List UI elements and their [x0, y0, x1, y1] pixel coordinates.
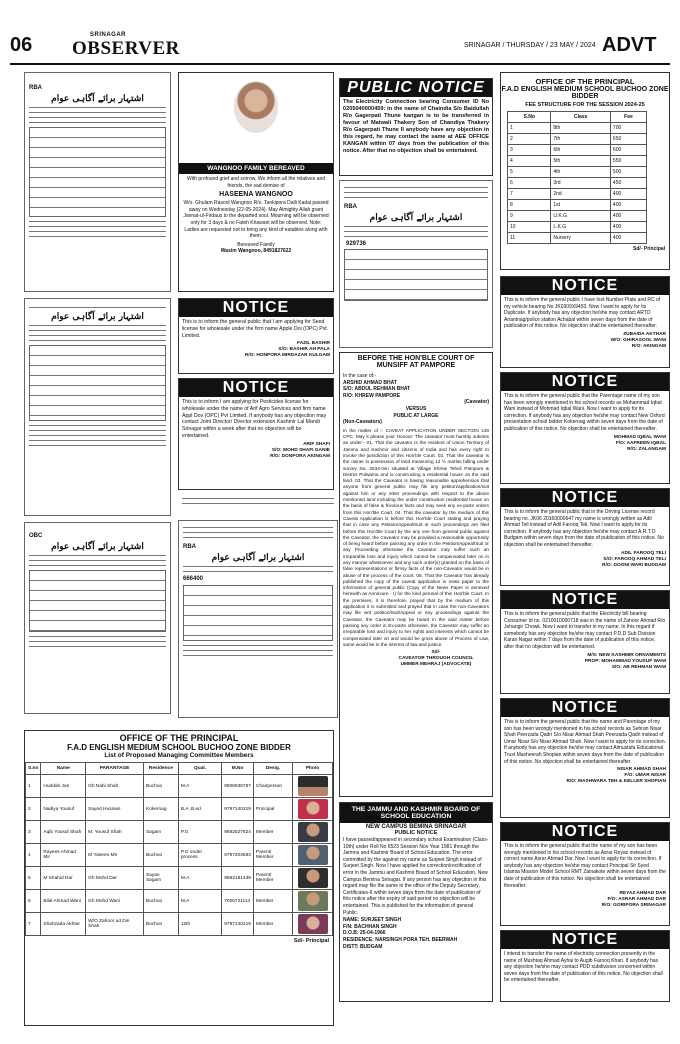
- urdu-table: [29, 127, 166, 217]
- sign-line: REYAZ AHMAD DAR: [619, 891, 666, 897]
- sign-line: Sd/-: [431, 650, 441, 656]
- page-number: 06: [10, 34, 33, 56]
- sign-line: R/O: DONPORA AKINGAM: [270, 453, 330, 459]
- masthead-rule: [10, 63, 670, 65]
- notice-body: This is to inform the general public that the Parentage name of my son has been wrongly mentioned in his school records as Mohammad Iqbal Wani instead of Mohmad Iqbal Wani. Now I want to apply for its correction. If anybody has any objection he/she may contact New Oxford presentation school bidder Kokernag within seven days from the date of publication of this notice. No objection shall be entertained thereafter.: [504, 393, 665, 432]
- case-line: R/O: KHREW PAMPORE: [343, 392, 401, 399]
- notice-heading: NOTICE: [501, 489, 669, 507]
- ad-number: 666400: [183, 576, 204, 582]
- office-heading: OFFICE OF THE PRINCIPAL: [535, 77, 635, 86]
- public-notice: [339, 78, 493, 176]
- fee-table: S.No Class Fee 1 8th 700 2 7th 650 3 6th 600 4 5th 550 5 4th 500 6 3rd 450 7 2nd 400 8 1st 400 9 U.K.G 400 10 L.K.G 400 11 Nursery 400: [507, 111, 647, 244]
- case-line: (Caveator): [464, 399, 489, 406]
- table-row: 6 3rd 450: [508, 178, 647, 189]
- right-notice-6: [500, 822, 670, 926]
- member-photo: [298, 822, 328, 842]
- member-photo: [298, 914, 328, 934]
- jkbose-field: NAME: SURJEET SINGH: [343, 917, 402, 924]
- notice-heading: NOTICE: [501, 823, 669, 841]
- notice-seed: [178, 298, 334, 374]
- bereaved-heading: WANGNOO FAMILY BEREAVED: [179, 163, 333, 174]
- jkbose-field: RESIDENCE: NARSINGH PORA TEH. BEERWAH: [343, 936, 458, 943]
- bereaved-contact: Wasim Wangnoo, 8491827622: [220, 248, 292, 255]
- table-row: 8 1st 400: [508, 200, 647, 211]
- sign-line: F/O: ASRAR AHMAD DAR: [607, 897, 666, 903]
- sign-line: R/O: AKINGAM: [631, 343, 666, 349]
- urdu-table: [29, 570, 166, 632]
- urdu-table: [29, 345, 166, 421]
- sign-line: R/O: MASHWARA TEH & KELLER SHOPIAN: [566, 779, 666, 785]
- urdu-ad-title: اشتہار برائے آگاہی عوام: [211, 553, 305, 563]
- school-heading: F.A.D ENGLISH MEDIUM SCHOOL BUCHOO ZONE BIDDER: [501, 86, 669, 100]
- notice-body: This is to inform the general public I have lost Number Plate and RC of my vehicle bearing No JK0309X9453. Now I want to apply for its Duplicate. If anybody has any objection he/she may contact ARTO Anantnag/police station Achabal within seven days from the date of publication of this notice. No objection shall be entertained thereafter.: [504, 297, 661, 330]
- sign-line: S/O: AB REHMAN WANI: [611, 664, 666, 670]
- fee-sign: Sd/- Principal: [633, 246, 665, 252]
- table-row: 11 Nursery 400: [508, 233, 647, 244]
- right-notice-7: [500, 930, 670, 1002]
- table-row: 6 Bilal Ahmad Wani Gh Mohd Wani Buchoo M.A 7006721114 Member: [26, 890, 333, 913]
- notice-heading: NOTICE: [501, 931, 669, 949]
- urdu-ad-title: اشتہار برائے آگاہی عوام: [369, 213, 463, 223]
- sign-line: W/O: GHIRASOOL WANI: [610, 337, 666, 343]
- bereaved-ad: [178, 72, 334, 292]
- notice-heading: NOTICE: [501, 373, 669, 391]
- notice-pesticide: [178, 378, 334, 490]
- logo-city: SRINAGAR: [90, 32, 127, 38]
- sign-line: PROP: MOHAMMAD YOUSUF WANI: [584, 658, 666, 664]
- bereaved-sign: Bereaved Family: [237, 241, 275, 248]
- urdu-ad-4: [178, 520, 338, 718]
- sign-line: S/O: MOHD SHAFI GANIE: [271, 447, 330, 453]
- notice-body: This is to inform the general public that in the Driving License record bearing no. JK06 20160000647 my name is wrongly written as Adil Ahmad Teli instead of Adil Farooq Teli. Now I want to apply for its correction. If anybody has any objection he/she may contact A.R.T.O Budgam within seven days from the date of publication of this notice. No objection shall be entertained thereafter.: [504, 509, 664, 548]
- ad-code: RBA: [183, 544, 196, 550]
- sign-line: M/S: NEW KASHMIR ORNAMENTS: [587, 652, 666, 658]
- sign-line: MOHMAD IQBAL WANI: [613, 434, 666, 440]
- notice-heading: NOTICE: [179, 299, 333, 317]
- ad-code: RBA: [344, 204, 357, 210]
- case-line: VERSUS: [405, 405, 427, 412]
- court-notice: [339, 352, 493, 797]
- sign-line: UMMER MEHRAJ (ADVOCATE): [400, 662, 472, 668]
- notice-body: This is to inform the general public that I am applying for Seed license for wholesale under the firm name Apple Doi (OPC) Pvt. Limited.: [182, 319, 329, 339]
- table-row: 9 U.K.G 400: [508, 211, 647, 222]
- right-notice-4: [500, 590, 670, 694]
- urdu-ad-3: [24, 522, 171, 714]
- member-photo: [298, 845, 328, 865]
- urdu-table: [344, 249, 488, 301]
- office-heading: OFFICE OF THE PRINCIPAL: [119, 733, 239, 743]
- notice-heading: NOTICE: [501, 277, 669, 295]
- table-row: 3 6th 600: [508, 145, 647, 156]
- jkbose-body: I have passed/appeared in secondary school Examination (Class-10th) under Roll No 6523 Session Nov Year 1981 through the Jammu and Kashmir Board of School Education. The error committed by the against my name as Surjeet Singh instead of Surjeet Singh. Now I have applied for correction/rectification of error in the Jammu and Kashmir Board of School Education, New Campus Bemina Srinagar. If any person has any objection in this regard may file the same in the office of the Deputy Secretary, Certificates-II within seven days from the date of publication of this notice after the expiry of said period no objection will be entertained. This is published for the information of general Public.: [343, 837, 489, 916]
- table-row: 5 4th 500: [508, 167, 647, 178]
- notice-body: This is to inform the general public that the name and Parentage of my son has been wrongly mentioned in his school records as Sehran Nisar Shah Peerzada Qadri S/o Nisar Ahmad Shah Peerzada Qadri instead of Umar Nisar S/o Nisar Ahmad Shah. Now I want to apply for its correction. If anybody has any objection he/she may contact Almustafa Educational Trust Masheerah Shopian within seven days from the date of publication of this notice. No objection shall be entertained thereafter.: [504, 719, 667, 765]
- notice-body: This is to inform I am applying for Pesticides license for wholesale under the name of Arif Agro Services and firm name Appl Dov (OPC) Pvt Limited. If anybody has any objection may contact Joint Director/ Director extension Kashmir Lal Mandi Srinagar within a week after that no objection will be entertained.: [182, 399, 327, 439]
- sign-line: R/O: GORIPORA SRINAGAR: [601, 903, 666, 909]
- right-notice-2: [500, 372, 670, 484]
- principal-fee-ad: [500, 72, 670, 270]
- sign-line: S/O: FAROOQ AHMAD TELI: [603, 556, 666, 562]
- case-line: S/O: ABDUL REHMAN BHAT: [343, 386, 411, 393]
- table-row: 2 7th 650: [508, 134, 647, 145]
- right-notice-5: [500, 698, 670, 818]
- court-body: In the matter of :- CAVEAT APPLICATION UNDER SECTION 148 CPC. May it please your Honour: The caveator most humbly submits as under:- 01. That the caveator is the resident of Union Territory of Jammu and Kashmir and citizens of India and has every right to invoke the jurisdiction of this Hon'ble Court. 02. That the caveator is the owner in possession of land measuring 12 ½ marlas falling under survey No. 2534-min situated at Village Khrew Tehsil Pampore & District Pulwama and is constructing a residential house on the said land. 03. That the Caveator is having reasonable apprehension that anyone from general public may file any petition/application/suit against him or any other proceedings with respect to the above mentioned land including the under construction residential house on the basis of false & frivolous facts and may seek any ex-parte orders from this Hon'ble Court. 04. That the caveator by the medium of this Caveat Application is before this Hon'ble Court stating and praying that in case any Petition/Appeal/Suit or such proceedings are filed before this Hon'ble Court by the any one from general public against the Caveator, the Caveator may be provided a reasonable opportunity of being heard before passing any order in the Petition/Appeal/Suit or any Proceeding otherwise the Caveator may suffer such an irreparable loss and injury which cannot be compensated later on in any manner whatsoever and any such order(s) granted on the basis of false representations or flimsy facts of the non-Caveator would be in abuse of the process of the court. 05. That the Caveator has already published the copy of the caveat application in news paper to the information of general public (Copy of the News Paper is annexed herewith as Annexure - I) for the kind perusal of this Hon'ble Court. In the premises, it is therefore, prayed that by the medium of this application it is submitted and prayed that in case the non-Caveators may file writ petition/Suit/Appeal or any proceedings against the Caveator, the Caveator may be heard in the said matter before passing any order in Ex-parte otherwise, the Caveator may suffer an irreparable loss and injury to her rights and interests which cannot be compensated later on and would be gross abuse of Process of Law, same would be in the interest of law and justice.: [343, 427, 489, 647]
- table-row: 1 8th 700: [508, 123, 647, 134]
- bereaved-name: HASEENA WANGNOO: [219, 191, 293, 199]
- jkbose-field: DISTT: BUDGAM: [343, 943, 383, 950]
- sign-line: FAZIL BASHIR: [297, 341, 330, 347]
- logo-paper-name: OBSERVER: [72, 38, 180, 59]
- notice-heading: NOTICE: [179, 379, 333, 397]
- notice-body: The Electricity Connection bearing Consumer ID No 0205040000459: in the name of Chaindia S/o Baidullah R/o Gagerpati Thune kangan is to be transferred in favour of Matwali Thakery Son of Chandiya Thakery R/o Gagerpati Thune II anybody have any objection in this regard, he may contact the same at AEE OFFICE KANGAN within 07 days from the publication of this notice. After that no objection shall be entertained.: [343, 99, 489, 154]
- sign-line: CAVEATOR THROUGH COUNCIL: [398, 656, 474, 662]
- members-table: S.no Name PARANTAGE Residence Qual. M.No Desig. Photo 1 Huddah Jan Gh Nabi Shah Buchoo M.A 9906936787 Chairperson 2 Nadiya Yousuf Sayed Hussain Kokernag B.A ,B.ed 9797140219 Principal 3 Aqib Yousuf Shah M. Yousuf Shah Sagam P.G 9682527624 Member 4 Rayees Ahmad Mir M Yaseen Mir Buchoo P.G under process 9797203683 Parent/ Member 5 M Shahid Dar Gh Mohd Dar Sayan Sagam M.A 9682181438 Parent/ Member 6 Bilal Ahmad Wani Gh Mohd Wani Buchoo M.A 7006721114 Member 7 Shahzada Akhtar W/O Zahoor ud Din Shah Buchoo 12th 9797140219 Member: [25, 762, 333, 936]
- sign-line: ADIL FAROOQ TELI: [621, 550, 666, 556]
- right-notice-3: [500, 488, 670, 586]
- bereaved-body: W/o. Ghulam Rasool Wangnoo R/o. Tankipora Dalli Kadal passed away on Wednesday (22-05-2024). May Almighty Allah grant Jannat-ul-Firdaus to the departed soul. Mourning will be observed only for 3 days & no Fateh Khawani will be observed. Note: Ladies are requested not to bring any kind of eatables along with them.: [183, 200, 329, 240]
- bereaved-lead: With profound grief and sorrow, We inform all the relatives and friends, the sad demise of: [186, 176, 326, 189]
- urdu-ad-mid: [339, 180, 493, 348]
- urdu-ad-title: اشتہار برائے آگاہی عوام: [51, 542, 144, 552]
- notice-heading: NOTICE: [501, 699, 669, 717]
- table-row: 5 M Shahid Dar Gh Mohd Dar Sayan Sagam M.A 9682181438 Parent/ Member: [26, 867, 333, 890]
- members-subheading: List of Proposed Managing Committee Members: [104, 752, 254, 759]
- section-label: ADVT: [602, 34, 657, 56]
- notice-body: This is to inform the general public that the Electricity bill bearing Consumer Id no. 0210010000718 was in the name of Zahoor Ahmad R/o Jehangir Chowk. Now I want to transfer in my name. In this regard if somebody has any objection he/she may contact P.D.D Sub Division Karan Nagar within 7 days from the date of publication of this notice, after that no objection will be entertained.: [504, 611, 666, 650]
- member-photo: [298, 868, 328, 888]
- case-line: (Non-Caveators): [343, 419, 382, 426]
- dateline: SRINAGAR / THURSDAY / 23 MAY / 2024: [464, 42, 596, 49]
- principal-members-ad: [24, 730, 334, 1026]
- jkbose-field: F/N: BACHHAN SINGH: [343, 923, 397, 930]
- fee-subheading: FEE STRUCTURE FOR THE SESSION 2024-25: [525, 102, 645, 108]
- urdu-text-lines: [29, 107, 166, 123]
- member-photo: [298, 799, 328, 819]
- jkbose-heading: THE JAMMU AND KASHMIR BOARD OF SCHOOL EDUCATION: [340, 803, 492, 823]
- ad-code: OBC: [29, 533, 43, 539]
- ad-code: RBA: [29, 85, 42, 91]
- school-heading: F.A.D ENGLISH MEDIUM SCHOOL BUCHOO ZONE BIDDER: [67, 743, 291, 752]
- table-row: 7 2nd 400: [508, 189, 647, 200]
- jkbose-campus: NEW CAMPUS BEMINA SRINAGAR: [365, 824, 467, 830]
- court-heading: BEFORE THE HON'BLE COURT OF MUNSIFF AT PAMPORE: [357, 355, 475, 369]
- sign-line: S/O: BASHIR AH PALA: [278, 347, 330, 353]
- sign-line: R/O: ZALANGAM: [627, 446, 666, 452]
- sign-line: ARIF SHAFI: [303, 441, 330, 447]
- urdu-strip: [178, 494, 338, 516]
- sign-line: ZUBAIDA AKTHAR: [623, 331, 666, 337]
- table-row: 7 Shahzada Akhtar W/O Zahoor ud Din Shah Buchoo 12th 9797140219 Member: [26, 913, 333, 936]
- jkbose-field: D.O.B: 25-04-1966: [343, 930, 386, 937]
- table-row: 4 5th 550: [508, 156, 647, 167]
- sign-line: NISAR AHMAD SHAH: [617, 767, 666, 773]
- case-line: In the case of:-: [343, 373, 377, 379]
- sign-line: F/O: UMAR NISAR: [624, 773, 666, 779]
- notice-heading: PUBLIC NOTICE: [340, 79, 492, 97]
- table-row: 3 Aqib Yousuf Shah M. Yousuf Shah Sagam P.G 9682527624 Member: [26, 821, 333, 844]
- urdu-ad-title: اشتہار برائے آگاہی عوام: [51, 312, 144, 322]
- urdu-table: [183, 585, 333, 641]
- urdu-ad-2: [24, 298, 171, 516]
- masthead: [10, 34, 672, 60]
- ad-amount: 929736: [346, 241, 367, 247]
- table-row: 10 L.K.G 400: [508, 222, 647, 233]
- jkbose-notice: [339, 802, 493, 1002]
- table-row: 1 Huddah Jan Gh Nabi Shah Buchoo M.A 9906936787 Chairperson: [26, 775, 333, 798]
- portrait-photo: [234, 81, 278, 133]
- member-photo: [298, 776, 328, 796]
- case-line: ARSHID AHMAD BHAT: [343, 379, 397, 386]
- member-photo: [298, 891, 328, 911]
- urdu-ad-1: [24, 72, 171, 292]
- notice-body: I intend to transfer the name of electricity connection presently in the name of Mushtaq Ahmad Ayhai to Augib Farooq Khan. If anybody has any objection he/she may contact PDD subdivision concerned within seven days from the date of publication of this notice. No objection shall be entertained thereafter.: [504, 951, 663, 984]
- jkbose-subheading: PUBLIC NOTICE: [394, 830, 438, 836]
- notice-heading: NOTICE: [501, 591, 669, 609]
- sign-line: R/O: HONPORA MIRDAZAR KULGAM: [244, 353, 330, 359]
- case-line: PUBLIC AT LARGE: [393, 412, 439, 419]
- table-row: 4 Rayees Ahmad Mir M Yaseen Mir Buchoo P.G under process 9797203683 Parent/ Member: [26, 844, 333, 867]
- sign-line: R/O: DOONI WARI BUDGAM: [602, 562, 666, 568]
- right-notice-1: [500, 276, 670, 368]
- urdu-ad-title: اشتہار برائے آگاہی عوام: [51, 94, 144, 104]
- members-sign: Sd/- Principal: [293, 938, 329, 944]
- table-row: 2 Nadiya Yousuf Sayed Hussain Kokernag B.A ,B.ed 9797140219 Principal: [26, 798, 333, 821]
- sign-line: F/O: AAFREEN IQBAL: [615, 440, 666, 446]
- notice-body: This is to inform the general public that the name of my son has been wrongly mentioned in his school records as Asrar Reyaz instead of correct name Asrar Ahmad Dar. Now I want to apply for its correction. If anybody has any objection he/she may contact Principal Sir Syed Islamia Mission Model School RMT Zainakote within seven days from the date of publication of this notice. No objection shall be entertained thereafter.: [504, 843, 666, 889]
